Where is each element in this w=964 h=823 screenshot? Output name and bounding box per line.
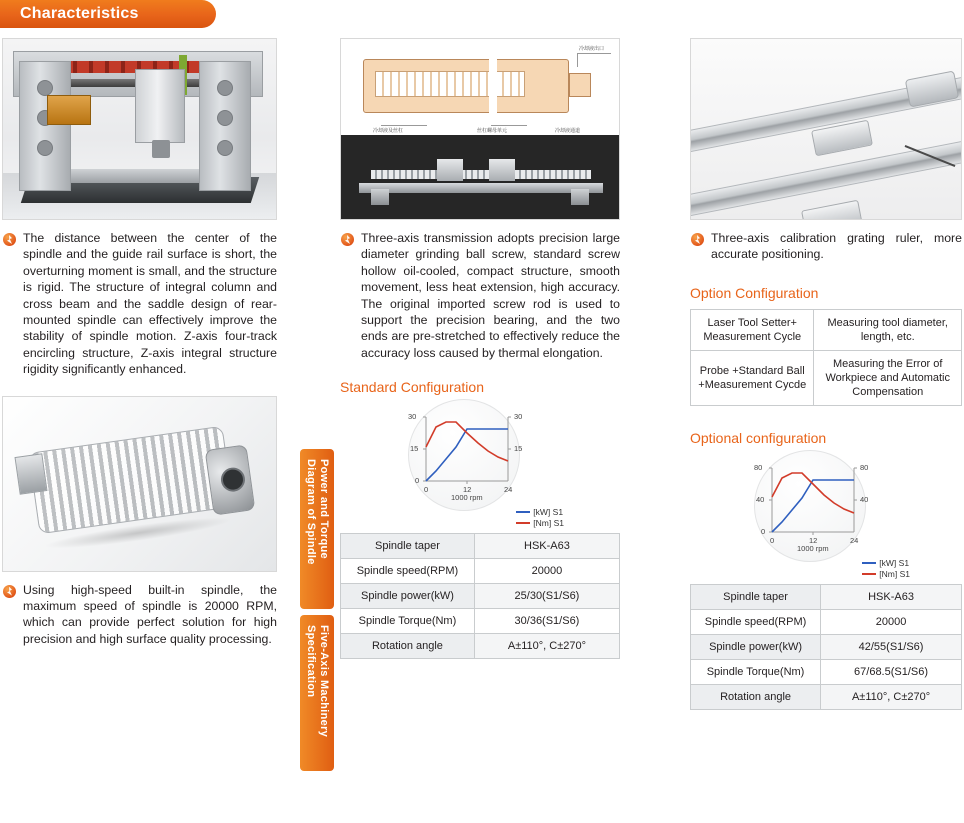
legend-item-kw: [kW] S1 — [533, 507, 564, 518]
cell-label: Spindle Torque(Nm) — [691, 659, 821, 684]
chart-legend-optional — [862, 558, 910, 580]
chart-ytick-right-mid: 40 — [860, 494, 869, 504]
spec-table-optional — [690, 584, 962, 710]
optional-configuration-title: Optional configuration — [690, 429, 827, 446]
table-row — [691, 350, 962, 405]
table-row — [691, 659, 962, 684]
column-middle — [340, 38, 620, 659]
cell-value: 42/55(S1/S6) — [821, 634, 962, 659]
bullet-star-icon — [690, 232, 706, 248]
chart-xtick-2: 24 — [850, 535, 859, 545]
table-row — [341, 609, 620, 634]
side-tab-label: Power and Torque Diagram of Spindle — [305, 459, 330, 565]
table-row — [691, 609, 962, 634]
chart-ytick-left-mid: 40 — [756, 494, 765, 504]
diagram-label-4: 冷却液通道 — [555, 128, 581, 134]
chart-xtick-0: 0 — [424, 485, 429, 495]
column-right — [690, 38, 962, 710]
chart-xtick-1: 12 — [809, 535, 818, 545]
cell-label: Spindle taper — [341, 534, 475, 559]
cell-value: 20000 — [821, 609, 962, 634]
table-row — [691, 684, 962, 709]
chart-xaxis-label: 1000 rpm — [451, 493, 483, 503]
table-row — [341, 559, 620, 584]
table-row — [341, 534, 620, 559]
table-row — [691, 309, 962, 350]
cell-value: 30/36(S1/S6) — [474, 609, 619, 634]
side-tab-label: Five-Axis Machinery Specification — [305, 625, 330, 738]
chart-ytick-right-top: 30 — [514, 412, 523, 422]
cell-value: HSK-A63 — [821, 584, 962, 609]
cell-label: Spindle power(kW) — [691, 634, 821, 659]
chart-xaxis-label: 1000 rpm — [797, 543, 829, 553]
table-row — [691, 584, 962, 609]
cell-label: Spindle Torque(Nm) — [341, 609, 475, 634]
cell-option-desc: Measuring the Error of Workpiece and Automatic Compensation — [814, 350, 962, 405]
power-torque-chart-standard — [340, 403, 620, 533]
table-row — [341, 584, 620, 609]
chart-ytick-left-bottom: 0 — [415, 476, 420, 486]
chart-ytick-right-mid: 15 — [514, 444, 523, 454]
cell-label: Rotation angle — [341, 634, 475, 659]
chart-xtick-1: 12 — [463, 485, 472, 495]
option-configuration-table — [690, 309, 962, 406]
standard-configuration-title: Standard Configuration — [340, 379, 484, 396]
cell-value: A±110°, C±270° — [821, 684, 962, 709]
ball-screw-oil-cooling-diagram — [340, 38, 620, 220]
side-tabs — [300, 449, 334, 771]
section-header-characteristics — [0, 0, 216, 28]
cell-option-name: Laser Tool Setter+ Measurement Cycle — [691, 309, 814, 350]
cell-value: HSK-A63 — [474, 534, 619, 559]
diagram-label-1: 冷却液出口 — [579, 46, 605, 52]
chart-ytick-right-top: 80 — [860, 462, 869, 472]
cell-label: Spindle speed(RPM) — [691, 609, 821, 634]
bullet-star-icon — [340, 232, 356, 248]
grating-ruler-photo — [690, 38, 962, 220]
diagram-label-2: 冷却液及丝杠 — [373, 128, 404, 134]
chart-xtick-2: 24 — [504, 485, 513, 495]
bullet-text: Using high-speed built-in spindle, the maximum speed of spindle is 20000 RPM, which can provide perfect solution for high precision and high surface quality processing. — [23, 582, 277, 646]
bullet-text: The distance between the center of the spindle and the guide rail surface is short, the overturning moment is small, and the structure is rigid. The structure of integral column and cross beam and the saddle design of rear-mounted spindle can effectively improve the stability of spindle motion. Z-axis four-track encircling structure, Z-axis integral structure rigidity significantly enhanced. — [23, 231, 277, 377]
spindle-photo — [2, 396, 277, 572]
table-row — [691, 634, 962, 659]
cell-label: Spindle power(kW) — [341, 584, 475, 609]
chart-legend-standard — [516, 507, 564, 529]
power-torque-chart-optional — [690, 454, 962, 584]
bullet-text: Three-axis transmission adopts precision large diameter grinding ball screw, standard screw hollow oil-cooled, compact structure, smooth movement, less heat extension, high accuracy. The original imported screw rod is used to support the precision bearing, and the two ends are pre-stretched to effectively reduce the accuracy loss caused by thermal elongation. — [361, 231, 620, 360]
machine-tool-structure-photo — [2, 38, 277, 220]
diagram-label-3: 丝杠螺母单元 — [477, 128, 508, 134]
side-tab-five-axis-spec[interactable] — [300, 615, 334, 771]
bullet-text: Three-axis calibration grating ruler, more accurate positioning. — [711, 231, 962, 262]
chart-ytick-left-top: 30 — [408, 412, 417, 422]
column-left — [2, 38, 277, 647]
page-title: Characteristics — [20, 5, 139, 22]
spec-table-standard — [340, 533, 620, 659]
legend-item-nm: [Nm] S1 — [533, 518, 564, 529]
side-tab-power-torque[interactable] — [300, 449, 334, 609]
bullet-ball-screw — [340, 230, 620, 361]
table-row — [341, 634, 620, 659]
chart-ytick-left-top: 80 — [754, 462, 763, 472]
cell-label: Spindle speed(RPM) — [341, 559, 475, 584]
cell-value: A±110°, C±270° — [474, 634, 619, 659]
chart-ytick-left-bottom: 0 — [761, 526, 766, 536]
bullet-grating-ruler — [690, 230, 962, 263]
cell-label: Rotation angle — [691, 684, 821, 709]
legend-item-nm: [Nm] S1 — [879, 568, 910, 579]
bullet-star-icon — [2, 232, 18, 248]
cell-option-desc: Measuring tool diameter, length, etc. — [814, 309, 962, 350]
bullet-built-in-spindle — [2, 582, 277, 648]
bullet-star-icon — [2, 584, 18, 600]
legend-item-kw: [kW] S1 — [879, 557, 910, 568]
chart-ytick-left-mid: 15 — [410, 444, 419, 454]
cell-value: 67/68.5(S1/S6) — [821, 659, 962, 684]
cell-option-name: Probe +Standard Ball +Measurement Cycde — [691, 350, 814, 405]
cell-value: 20000 — [474, 559, 619, 584]
cell-label: Spindle taper — [691, 584, 821, 609]
chart-xtick-0: 0 — [770, 535, 775, 545]
option-configuration-title: Option Configuration — [690, 284, 819, 301]
cell-value: 25/30(S1/S6) — [474, 584, 619, 609]
bullet-spindle-rigidity — [2, 230, 277, 378]
